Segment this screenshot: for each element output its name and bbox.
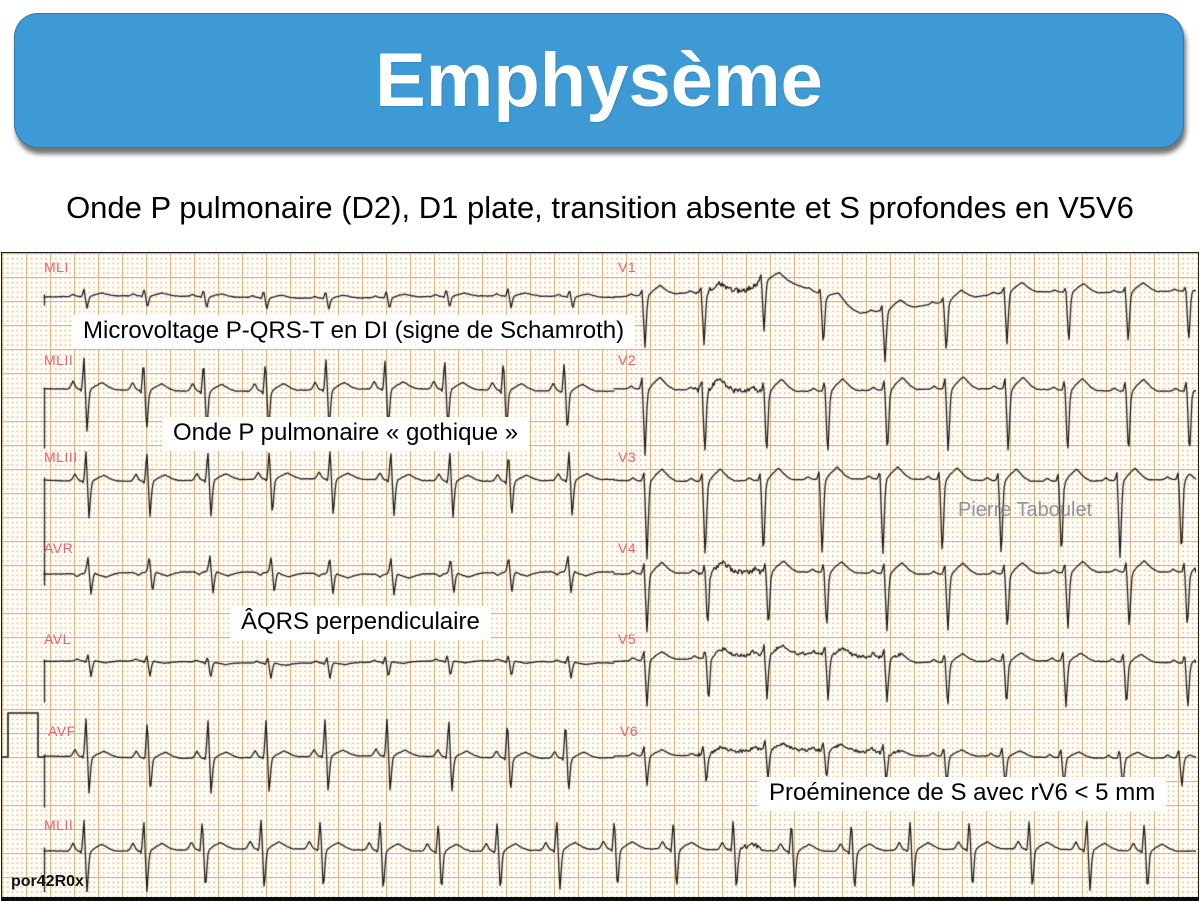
lead-label-mliii: MLIII (44, 449, 78, 465)
title-banner (14, 13, 1184, 148)
slide-title: Emphysème (375, 38, 823, 123)
lead-label-avl: AVL (44, 631, 71, 647)
annotation-box: Proéminence de S avec rV6 < 5 mm (758, 777, 1166, 811)
lead-label-v6: V6 (620, 723, 639, 739)
lead-label-v2: V2 (618, 352, 637, 368)
lead-label-mli: MLI (44, 259, 69, 275)
slide-subtitle: Onde P pulmonaire (D2), D1 plate, transition absente et S profondes en V5V6 (66, 190, 1134, 225)
lead-label-avr: AVR (44, 540, 74, 556)
lead-label-v4: V4 (618, 540, 637, 556)
lead-label-v5: V5 (618, 631, 637, 647)
annotation-box: Microvoltage P-QRS-T en DI (signe de Schamroth) (72, 315, 635, 349)
ecg-labels-layer (2, 253, 1198, 897)
annotation-box: ÂQRS perpendiculaire (230, 606, 491, 640)
device-code-text: por42R0x (11, 873, 84, 890)
watermark-text: Pierre Taboulet (958, 499, 1093, 521)
ecg-panel (1, 252, 1199, 901)
lead-label-mlii: MLII (44, 817, 74, 833)
lead-label-avf: AVF (48, 723, 76, 739)
lead-label-v3: V3 (618, 449, 637, 465)
lead-label-mlii: MLII (44, 352, 74, 368)
lead-label-v1: V1 (618, 259, 637, 275)
annotation-box: Onde P pulmonaire « gothique » (162, 417, 529, 451)
